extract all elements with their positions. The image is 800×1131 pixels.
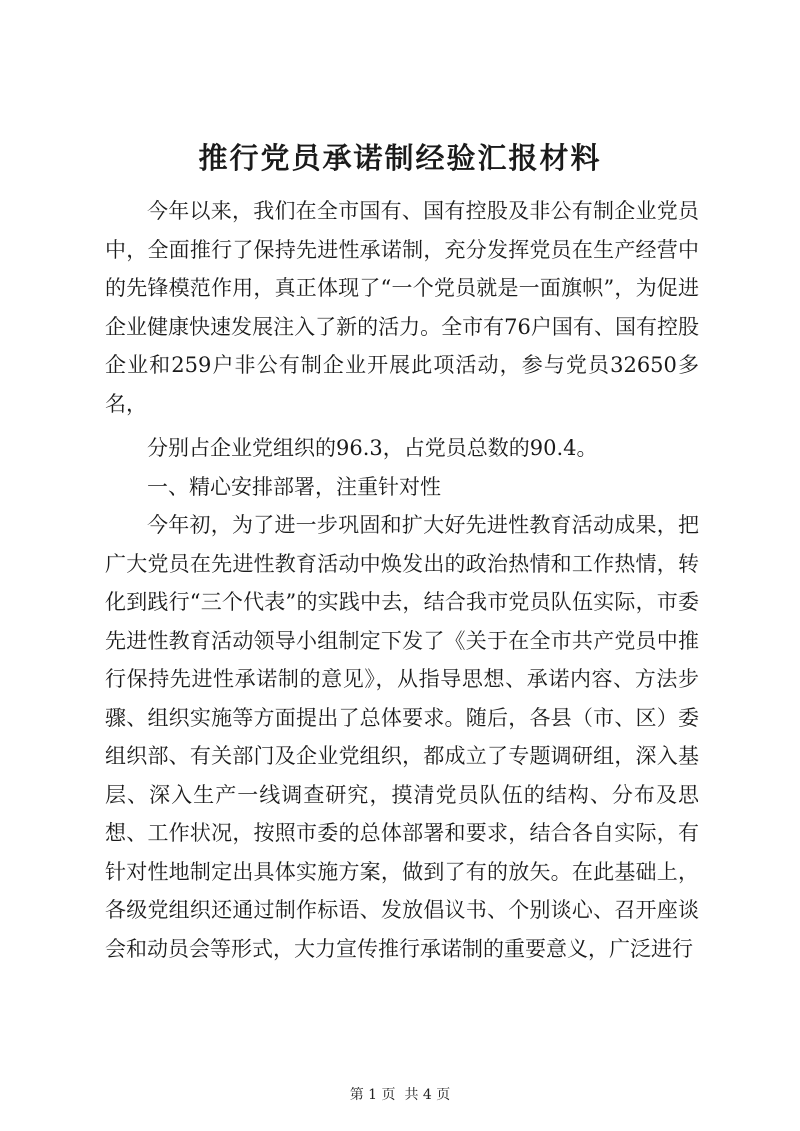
paragraph-section-1: 今年初，为了进一步巩固和扩大好先进性教育活动成果，把广大党员在先进性教育活动中焕发出的政治热情和工作热情，转化到践行“三个代表”的实践中去，结合我市党员队伍实际，市委先进性教育活动领导小组制定下发了《关于在全市共产党员中推行保持先进性承诺制的意见》，从指导思想、承诺内容、方法步骤、组织实施等方面提出了总体要求。随后，各县（市、区）委组织部、有关部门及企业党组织，都成立了专题调研组，深入基层、深入生产一线调查研究，摸清党员队伍的结构、分布及思想、工作状况，按照市委的总体部署和要求，结合各自实际，有针对性地制定出具体实施方案，做到了有的放矢。在此基础上，各级党组织还通过制作标语、发放倡议书、个别谈心、召开座谈会和动员会等形式，大力宣传推行承诺制的重要意义，广泛进行 [105,513,699,961]
page-footer [0,1086,800,1104]
document-body [105,192,699,968]
document-title: 推行党员承诺制经验汇报材料 [198,141,602,175]
section-heading-1: 一、精心安排部署，注重针对性 [147,474,441,499]
page-number-label: 第 1 页 共 4 页 [349,1087,451,1103]
paragraph-intro: 今年以来，我们在全市国有、国有控股及非公有制企业党员中，全面推行了保持先进性承诺制，充分发挥党员在生产经营中的先锋模范作用，真正体现了“一个党员就是一面旗帜”，为促进企业健康快速发展注入了新的活力。全市有76户国有、国有控股企业和259户非公有制企业开展此项活动，参与党员32650多名， [105,199,699,416]
paragraph-percentages: 分别占企业党组织的96.3，占党员总数的90.4。 [147,436,598,460]
